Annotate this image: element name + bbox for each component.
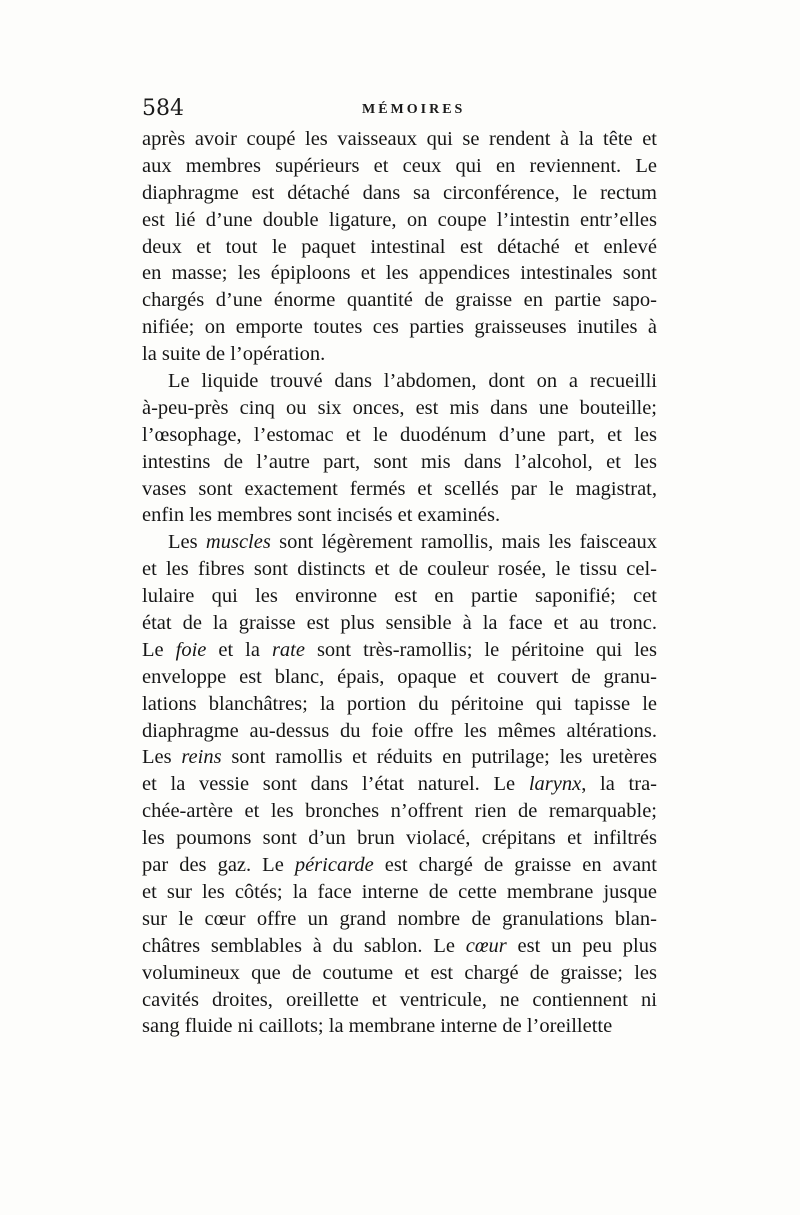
text-line	[142, 610, 657, 637]
text-segment: Les	[168, 531, 206, 554]
text-segment: sont ramollis et réduits en putrilage; les uretères	[221, 746, 657, 769]
italic-term: péricarde	[294, 854, 374, 877]
text-segment: volumineux que de coutume et est chargé de graisse; les	[142, 961, 657, 984]
text-line	[142, 422, 657, 449]
text-segment: cavités droites, oreillette et ventricule, ne contiennent ni	[142, 988, 657, 1011]
text-line	[142, 529, 657, 556]
text-line	[142, 744, 657, 771]
text-line	[142, 260, 657, 287]
text-line	[142, 987, 657, 1014]
text-line	[142, 234, 657, 261]
text-segment: est chargé de graisse en avant	[373, 854, 657, 877]
text-segment: vases sont exactement fermés et scellés par le magistrat,	[142, 477, 657, 500]
text-segment: chargés d’une énorme quantité de graisse en partie sapo-	[142, 289, 657, 312]
text-segment: et les fibres sont distincts et de couleur rosée, le tissu cel-	[142, 558, 657, 581]
text-line	[142, 287, 657, 314]
text-segment: sur le cœur offre un grand nombre de granulations blan-	[142, 907, 657, 930]
text-segment: par des gaz. Le	[142, 854, 295, 877]
page-header	[142, 96, 662, 126]
text-segment: diaphragme au-dessus du foie offre les mêmes altérations.	[142, 719, 657, 742]
italic-term: larynx	[528, 773, 582, 796]
text-line	[142, 960, 657, 987]
text-segment: en masse; les épiploons et les appendices intestinales sont	[142, 262, 657, 285]
text-line	[142, 449, 657, 476]
text-segment: après avoir coupé les vaisseaux qui se rendent à la tête et	[142, 128, 657, 150]
italic-term: reins	[181, 746, 222, 769]
text-segment: chée-artère et les bronches n’offrent rien de remarquable;	[142, 800, 657, 823]
text-line	[142, 314, 657, 341]
text-segment: et sur les côtés; la face interne de cette membrane jusque	[142, 880, 657, 903]
text-line	[142, 691, 657, 718]
italic-term: foie	[175, 638, 207, 661]
text-line	[142, 368, 657, 395]
text-line	[142, 153, 657, 180]
text-line	[142, 583, 657, 610]
text-segment: sont très-ramollis; le péritoine qui les	[304, 638, 658, 661]
text-line	[142, 341, 657, 368]
text-line	[142, 637, 657, 664]
text-segment: lulaire qui les environne est en partie saponifié; cet	[142, 585, 657, 608]
italic-term: rate	[271, 638, 305, 661]
text-segment: et la	[206, 638, 272, 661]
text-segment: l’œsophage, l’estomac et le duodénum d’une part, et les	[142, 423, 657, 446]
text-segment: et la vessie sont dans l’état naturel. Le	[142, 773, 529, 796]
text-segment: sont légèrement ramollis, mais les faisceaux	[270, 531, 657, 554]
text-line	[142, 933, 657, 960]
text-line	[142, 879, 657, 906]
text-segment: châtres semblables à du sablon. Le	[142, 934, 466, 957]
text-segment: est lié d’une double ligature, on coupe l’intestin entr’elles	[142, 208, 657, 231]
text-segment: diaphragme est détaché dans sa circonférence, le rectum	[142, 181, 657, 204]
text-line	[142, 906, 657, 933]
text-line	[142, 825, 657, 852]
running-title: MÉMOIRES	[362, 102, 466, 117]
text-line	[142, 556, 657, 583]
italic-term: cœur	[465, 934, 507, 957]
text-line	[142, 664, 657, 691]
text-line	[142, 852, 657, 879]
text-segment: les poumons sont d’un brun violacé, crépitans et infiltrés	[142, 827, 657, 850]
text-segment: la suite de l’opération.	[142, 343, 326, 366]
text-segment: Les	[142, 746, 182, 769]
text-segment: , la tra-	[581, 773, 657, 796]
body-text	[142, 126, 657, 1040]
text-line	[142, 1013, 657, 1040]
text-segment: à-peu-près cinq ou six onces, est mis dans une bouteille;	[142, 396, 657, 419]
text-segment: deux et tout le paquet intestinal est détaché et enlevé	[142, 235, 657, 258]
text-line	[142, 207, 657, 234]
text-segment: enveloppe est blanc, épais, opaque et couvert de granu-	[142, 665, 657, 688]
text-line	[142, 126, 657, 153]
text-segment: état de la graisse est plus sensible à la face et au tronc.	[142, 612, 657, 635]
italic-term: muscles	[205, 531, 271, 554]
text-line	[142, 180, 657, 207]
text-segment: intestins de l’autre part, sont mis dans l’alcohol, et les	[142, 450, 657, 473]
text-segment: aux membres supérieurs et ceux qui en reviennent. Le	[142, 154, 657, 177]
text-line	[142, 502, 657, 529]
text-segment: Le	[142, 638, 176, 661]
text-segment: sang fluide ni caillots; la membrane interne de l’oreillette	[142, 1015, 613, 1038]
text-line	[142, 395, 657, 422]
page-number: 584	[142, 96, 184, 121]
text-line	[142, 771, 657, 798]
text-segment: nifiée; on emporte toutes ces parties graisseuses inutiles à	[142, 316, 657, 339]
text-line	[142, 476, 657, 503]
text-line	[142, 718, 657, 745]
text-segment: enfin les membres sont incisés et examinés.	[142, 504, 501, 527]
text-line	[142, 798, 657, 825]
text-segment: Le liquide trouvé dans l’abdomen, dont on a recueilli	[168, 370, 657, 393]
text-segment: lations blanchâtres; la portion du péritoine qui tapisse le	[142, 692, 657, 715]
text-segment: est un peu plus	[506, 934, 657, 957]
